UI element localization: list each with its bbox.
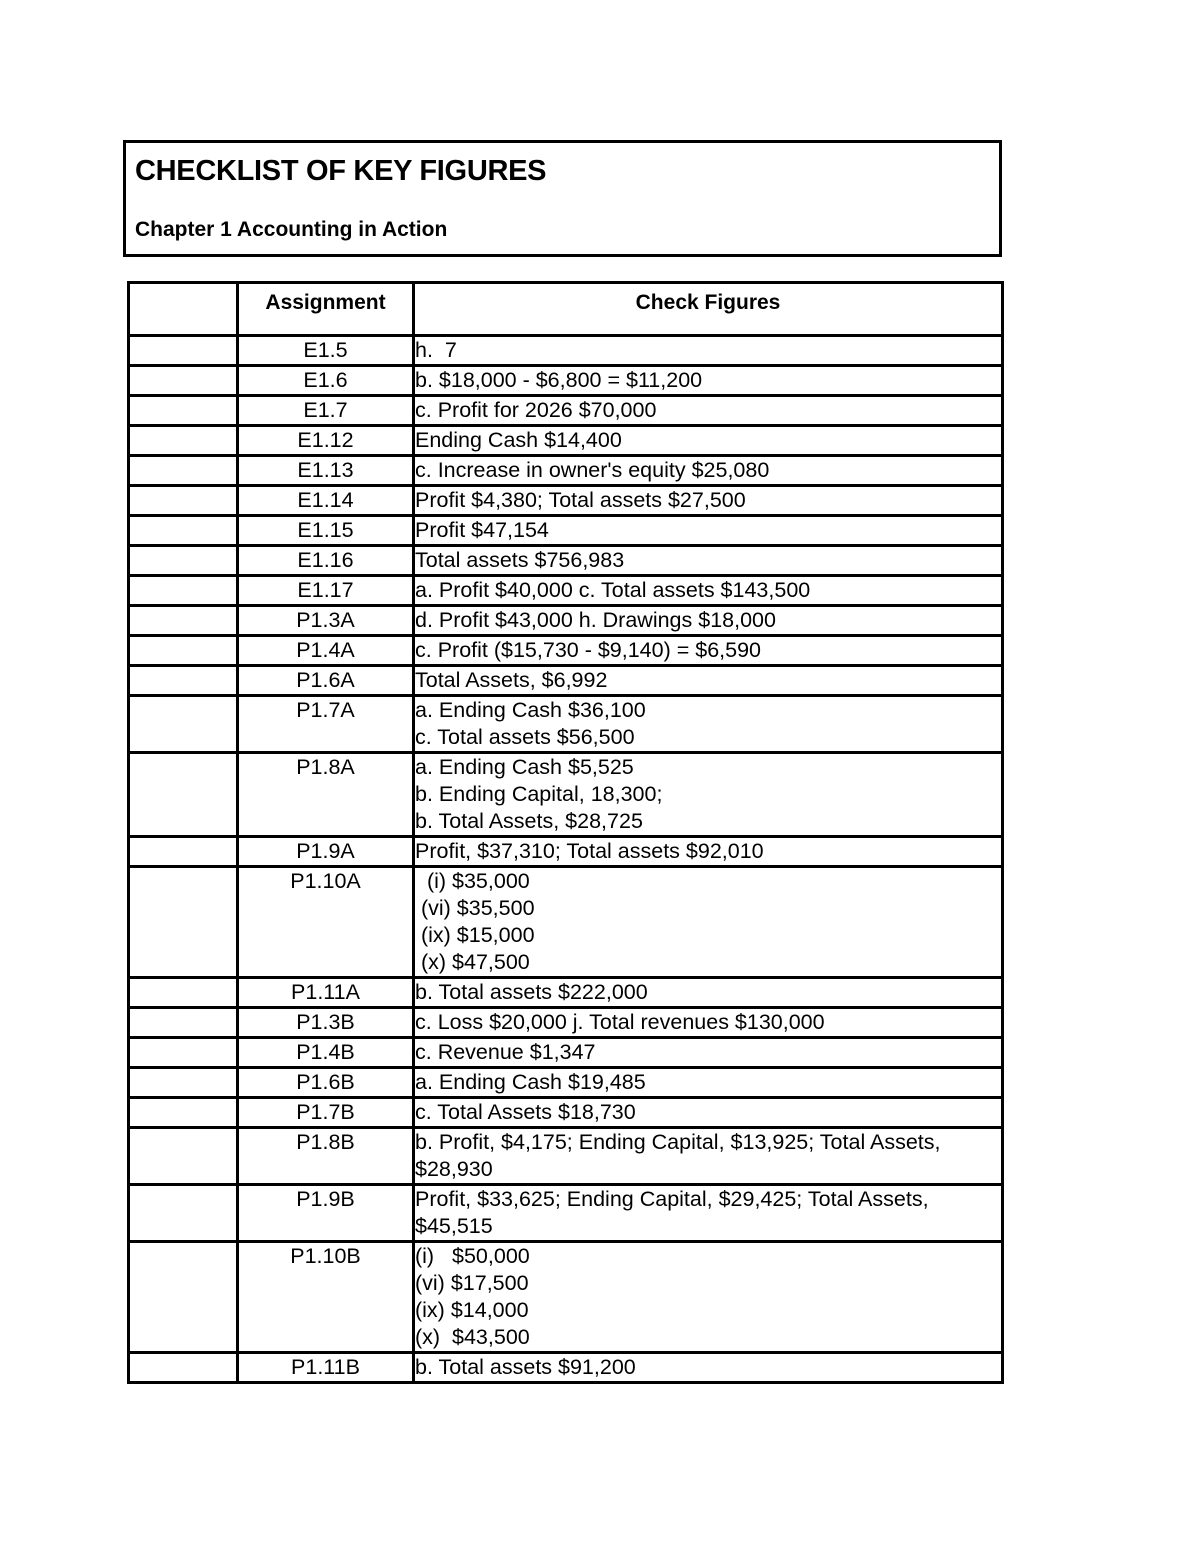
table-row	[129, 636, 1003, 666]
table-row	[129, 486, 1003, 516]
check-figures-cell: a. Ending Cash $19,485	[414, 1068, 1003, 1098]
assignment-cell: E1.12	[238, 426, 414, 456]
check-figures-cell: (i) $35,000 (vi) $35,500 (ix) $15,000 (x) $47,500	[414, 867, 1003, 978]
row-blank-cell	[129, 1128, 238, 1185]
table-row	[129, 426, 1003, 456]
table-row	[129, 1038, 1003, 1068]
assignment-cell: P1.8A	[238, 753, 414, 837]
check-figures-cell: Ending Cash $14,400	[414, 426, 1003, 456]
assignment-cell: P1.3A	[238, 606, 414, 636]
assignment-cell: P1.11B	[238, 1353, 414, 1383]
table-row	[129, 867, 1003, 978]
check-figures-cell: a. Ending Cash $5,525 b. Ending Capital, 18,300; b. Total Assets, $28,725	[414, 753, 1003, 837]
table-row	[129, 753, 1003, 837]
row-blank-cell	[129, 1242, 238, 1353]
assignment-cell: E1.13	[238, 456, 414, 486]
table-row	[129, 366, 1003, 396]
assignment-cell: P1.4B	[238, 1038, 414, 1068]
assignment-cell: P1.3B	[238, 1008, 414, 1038]
row-blank-cell	[129, 396, 238, 426]
table-row	[129, 336, 1003, 366]
check-figures-cell: b. Profit, $4,175; Ending Capital, $13,925; Total Assets, $28,930	[414, 1128, 1003, 1185]
row-blank-cell	[129, 336, 238, 366]
assignment-cell: P1.10A	[238, 867, 414, 978]
row-blank-cell	[129, 636, 238, 666]
check-figures-cell: c. Revenue $1,347	[414, 1038, 1003, 1068]
table-row	[129, 1128, 1003, 1185]
check-figures-cell: (i) $50,000 (vi) $17,500 (ix) $14,000 (x) $43,500	[414, 1242, 1003, 1353]
key-figures-table	[127, 281, 1004, 1384]
check-figures-cell: c. Profit for 2026 $70,000	[414, 396, 1003, 426]
row-blank-cell	[129, 867, 238, 978]
assignment-cell: E1.7	[238, 396, 414, 426]
chapter-subtitle: Chapter 1 Accounting in Action	[135, 218, 448, 241]
check-figures-cell: c. Loss $20,000 j. Total revenues $130,000	[414, 1008, 1003, 1038]
row-blank-cell	[129, 978, 238, 1008]
row-blank-cell	[129, 1353, 238, 1383]
table-row	[129, 396, 1003, 426]
row-blank-cell	[129, 576, 238, 606]
assignment-cell: P1.9B	[238, 1185, 414, 1242]
check-figures-cell: h. 7	[414, 336, 1003, 366]
table-row	[129, 1242, 1003, 1353]
assignment-cell: P1.6B	[238, 1068, 414, 1098]
row-blank-cell	[129, 366, 238, 396]
row-blank-cell	[129, 1098, 238, 1128]
row-blank-cell	[129, 1038, 238, 1068]
assignment-cell: E1.17	[238, 576, 414, 606]
row-blank-cell	[129, 1185, 238, 1242]
table-row	[129, 576, 1003, 606]
assignment-cell: E1.5	[238, 336, 414, 366]
row-blank-cell	[129, 696, 238, 753]
check-figures-cell: Total assets $756,983	[414, 546, 1003, 576]
row-blank-cell	[129, 486, 238, 516]
assignment-cell: P1.7B	[238, 1098, 414, 1128]
check-figures-cell: b. Total assets $91,200	[414, 1353, 1003, 1383]
table-row	[129, 1185, 1003, 1242]
check-figures-cell: Profit, $37,310; Total assets $92,010	[414, 837, 1003, 867]
row-blank-cell	[129, 1008, 238, 1038]
check-figures-cell: a. Profit $40,000 c. Total assets $143,500	[414, 576, 1003, 606]
row-blank-cell	[129, 753, 238, 837]
table-row	[129, 1098, 1003, 1128]
assignment-cell: P1.6A	[238, 666, 414, 696]
row-blank-cell	[129, 606, 238, 636]
assignment-cell: P1.7A	[238, 696, 414, 753]
row-blank-cell	[129, 837, 238, 867]
document-title: CHECKLIST OF KEY FIGURES	[135, 155, 547, 187]
header-box	[123, 140, 1002, 257]
check-figures-cell: c. Increase in owner's equity $25,080	[414, 456, 1003, 486]
assignment-cell: P1.8B	[238, 1128, 414, 1185]
assignment-cell: P1.9A	[238, 837, 414, 867]
check-figures-cell: Profit $4,380; Total assets $27,500	[414, 486, 1003, 516]
check-figures-cell: b. $18,000 - $6,800 = $11,200	[414, 366, 1003, 396]
assignment-cell: P1.4A	[238, 636, 414, 666]
check-figures-cell: c. Profit ($15,730 - $9,140) = $6,590	[414, 636, 1003, 666]
assignment-cell: E1.14	[238, 486, 414, 516]
check-figures-cell: Profit, $33,625; Ending Capital, $29,425; Total Assets, $45,515	[414, 1185, 1003, 1242]
table-row	[129, 1068, 1003, 1098]
table-row	[129, 666, 1003, 696]
column-header-blank	[129, 283, 238, 336]
column-header-check-figures: Check Figures	[414, 283, 1003, 336]
assignment-cell: E1.6	[238, 366, 414, 396]
check-figures-cell: d. Profit $43,000 h. Drawings $18,000	[414, 606, 1003, 636]
table-row	[129, 546, 1003, 576]
check-figures-cell: b. Total assets $222,000	[414, 978, 1003, 1008]
table-row	[129, 456, 1003, 486]
table-row	[129, 1353, 1003, 1383]
check-figures-cell: Profit $47,154	[414, 516, 1003, 546]
table-header-row	[129, 283, 1003, 336]
table-row	[129, 696, 1003, 753]
assignment-cell: E1.16	[238, 546, 414, 576]
check-figures-cell: Total Assets, $6,992	[414, 666, 1003, 696]
table-row	[129, 1008, 1003, 1038]
column-header-assignment: Assignment	[238, 283, 414, 336]
table-row	[129, 606, 1003, 636]
row-blank-cell	[129, 546, 238, 576]
assignment-cell: P1.11A	[238, 978, 414, 1008]
check-figures-cell: a. Ending Cash $36,100 c. Total assets $56,500	[414, 696, 1003, 753]
row-blank-cell	[129, 1068, 238, 1098]
assignment-cell: P1.10B	[238, 1242, 414, 1353]
row-blank-cell	[129, 456, 238, 486]
assignment-cell: E1.15	[238, 516, 414, 546]
table-row	[129, 837, 1003, 867]
row-blank-cell	[129, 516, 238, 546]
table-row	[129, 516, 1003, 546]
check-figures-cell: c. Total Assets $18,730	[414, 1098, 1003, 1128]
row-blank-cell	[129, 426, 238, 456]
table-row	[129, 978, 1003, 1008]
row-blank-cell	[129, 666, 238, 696]
